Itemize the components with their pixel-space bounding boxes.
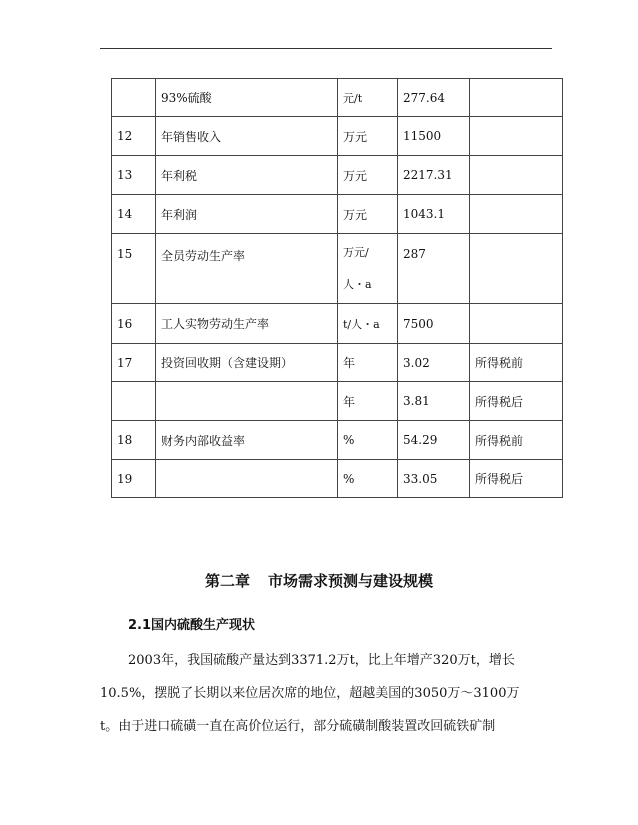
unit-line: 万元/ bbox=[343, 245, 369, 259]
unit: % bbox=[338, 460, 398, 498]
value: 3.81 bbox=[398, 382, 470, 421]
row-number: 17 bbox=[112, 344, 156, 382]
table-row bbox=[112, 304, 563, 344]
chapter-title: 市场需求预测与建设规模 bbox=[268, 572, 434, 590]
table-row bbox=[112, 344, 563, 382]
value: 277.64 bbox=[398, 79, 470, 117]
row-number bbox=[112, 382, 156, 421]
item-name: 全员劳动生产率 bbox=[156, 234, 338, 304]
unit: 万元 bbox=[338, 156, 398, 195]
unit-line: 人・a bbox=[343, 277, 372, 291]
note: 所得税前 bbox=[470, 421, 563, 460]
value: 287 bbox=[398, 234, 470, 304]
item-name: 93%硫酸 bbox=[156, 79, 338, 117]
row-number: 18 bbox=[112, 421, 156, 460]
item-name: 年利税 bbox=[156, 156, 338, 195]
table-row bbox=[112, 117, 563, 156]
unit: % bbox=[338, 421, 398, 460]
item-name: 工人实物劳动生产率 bbox=[156, 304, 338, 344]
unit: 万元 bbox=[338, 117, 398, 156]
note bbox=[470, 156, 563, 195]
paragraph-line: 2003年，我国硫酸产量达到3371.2万t，比上年增产320万t，增长 bbox=[128, 653, 515, 668]
item-name bbox=[156, 382, 338, 421]
value: 7500 bbox=[398, 304, 470, 344]
note bbox=[470, 117, 563, 156]
section-heading: 2.1国内硫酸生产现状 bbox=[128, 618, 256, 633]
item-name: 投资回收期（含建设期） bbox=[156, 344, 338, 382]
note bbox=[470, 195, 563, 234]
value: 3.02 bbox=[398, 344, 470, 382]
item-name: 年销售收入 bbox=[156, 117, 338, 156]
table-row bbox=[112, 234, 563, 304]
row-number: 19 bbox=[112, 460, 156, 498]
row-number: 14 bbox=[112, 195, 156, 234]
paragraph-line: t。由于进口硫磺一直在高价位运行，部分硫磺制酸装置改回硫铁矿制 bbox=[100, 719, 496, 734]
note: 所得税后 bbox=[470, 460, 563, 498]
table-row bbox=[112, 460, 563, 498]
value: 1043.1 bbox=[398, 195, 470, 234]
note bbox=[470, 79, 563, 117]
table-row bbox=[112, 156, 563, 195]
table-row bbox=[112, 79, 563, 117]
row-number: 16 bbox=[112, 304, 156, 344]
note: 所得税前 bbox=[470, 344, 563, 382]
item-name: 年利润 bbox=[156, 195, 338, 234]
row-number: 13 bbox=[112, 156, 156, 195]
row-number bbox=[112, 79, 156, 117]
note: 所得税后 bbox=[470, 382, 563, 421]
paragraph-line: 10.5%，摆脱了长期以来位居次席的地位，超越美国的3050万～3100万 bbox=[100, 686, 520, 701]
table-row bbox=[112, 421, 563, 460]
header-rule bbox=[100, 48, 552, 49]
chapter-number: 第二章 bbox=[204, 572, 250, 590]
unit: t/人・a bbox=[338, 304, 398, 344]
indicator-table bbox=[111, 78, 563, 498]
unit: 年 bbox=[338, 382, 398, 421]
value: 33.05 bbox=[398, 460, 470, 498]
chapter-heading bbox=[0, 570, 638, 591]
unit: 元/t bbox=[338, 79, 398, 117]
note bbox=[470, 234, 563, 304]
value: 54.29 bbox=[398, 421, 470, 460]
unit: 年 bbox=[338, 344, 398, 382]
table-row bbox=[112, 195, 563, 234]
note bbox=[470, 304, 563, 344]
value: 2217.31 bbox=[398, 156, 470, 195]
table-row bbox=[112, 382, 563, 421]
row-number: 15 bbox=[112, 234, 156, 304]
value: 11500 bbox=[398, 117, 470, 156]
unit: 万元 bbox=[338, 195, 398, 234]
row-number: 12 bbox=[112, 117, 156, 156]
item-name bbox=[156, 460, 338, 498]
item-name: 财务内部收益率 bbox=[156, 421, 338, 460]
unit bbox=[338, 234, 398, 304]
